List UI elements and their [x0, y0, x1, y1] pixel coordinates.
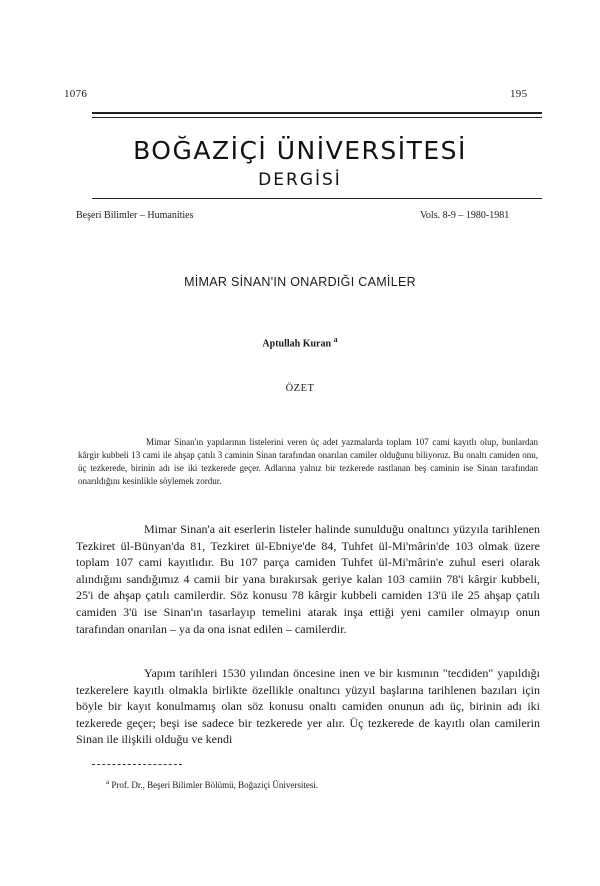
journal-subtitle: DERGİSİ	[258, 170, 342, 190]
volume-label: Vols. 8-9 – 1980-1981	[420, 210, 510, 221]
footnote-rule	[92, 764, 182, 765]
author-line	[0, 335, 600, 349]
page-number-right: 195	[510, 88, 528, 100]
header-rule-top	[92, 112, 542, 114]
abstract-heading: ÖZET	[285, 383, 315, 394]
page-number-left: 1076	[64, 88, 88, 100]
footnote	[106, 778, 318, 790]
abstract-text: Mimar Sinan'ın yapılarının listelerini veren üç adet yazmalarda toplam 107 cami kayıtlı olup, bunlardan kârgir kubbeli 13 cami ile ahşap çatılı 3 caminin Sinan tarafından onarılan camiler olduğunu biliyoruz. Bu onaltı camiden onu, üç tezkerede, birinin adı ise iki tezkerede geçer. Adlarına yalnız bir tezkerede rastlanan beş caminin ise Sinan tarafından onarıldığını kesinlikle söylemek zordur.	[78, 437, 538, 486]
footnote-text: Prof. Dr., Beşeri Bilimler Bölümü, Boğaziçi Üniversitesi.	[111, 780, 319, 790]
article-title: MİMAR SİNAN'IN ONARDIĞI CAMİLER	[184, 275, 416, 289]
series-label: Beşeri Bilimler – Humanities	[76, 210, 194, 221]
body-paragraph-2: Yapım tarihleri 1530 yılından öncesine inen ve bir kısmının "tecdiden" yapıldığı tezkerelere kayıtlı olmakla birlikte özellikle onaltıncı yüzyıl başlarına tarihlenen bazıları için böyle bir kayıt konulmamış olan söz konusu onaltı camiden onunun adı üç, birinin adı iki tezkerede geçer; beşi ise sadece bir tezkerede yer alır. Üç tezkerede de kayıtlı olan camilerin Sinan ile ilişkili olduğu ve kendi	[76, 666, 540, 747]
author-footnote-mark: a	[333, 335, 338, 344]
journal-title: BOĞAZİÇİ ÜNİVERSİTESİ	[133, 136, 467, 165]
author-name: Aptullah Kuran	[262, 338, 332, 350]
masthead-rule	[92, 198, 542, 199]
body-paragraph-1: Mimar Sinan'a ait eserlerin listeler halinde sunulduğu onaltıncı yüzyıla tarihlenen Tezkiret ül-Bünyan'da 81, Tezkiret ül-Ebniye'de 84, Tuhfet ül-Mi'mârin'de 103 olmak üzere toplam 107 cami kayıtlıdır. Bu 107 parça camiden Tuhfet ül-Mi'mârin'e zuhul eseri olarak alındığını sandığımız 4 camii bir yana bırakırsak geriye kalan 103 camiin 78'i kârgir kubbeli, 25'i de ahşap çatılı camilerdir. Söz konusu 78 kârgir kubbeli camiden 13'ü ile 25 ahşap çatılı camiden 3'ü ise Sinan'ın tasarlayıp temelini atarak inşa ettiği yeni camiler olmayıp onun tarafından onarılan – ya da ona isnat edilen – camilerdir.	[76, 522, 540, 636]
header-rule-bottom	[92, 117, 542, 118]
footnote-mark: a	[106, 778, 110, 786]
